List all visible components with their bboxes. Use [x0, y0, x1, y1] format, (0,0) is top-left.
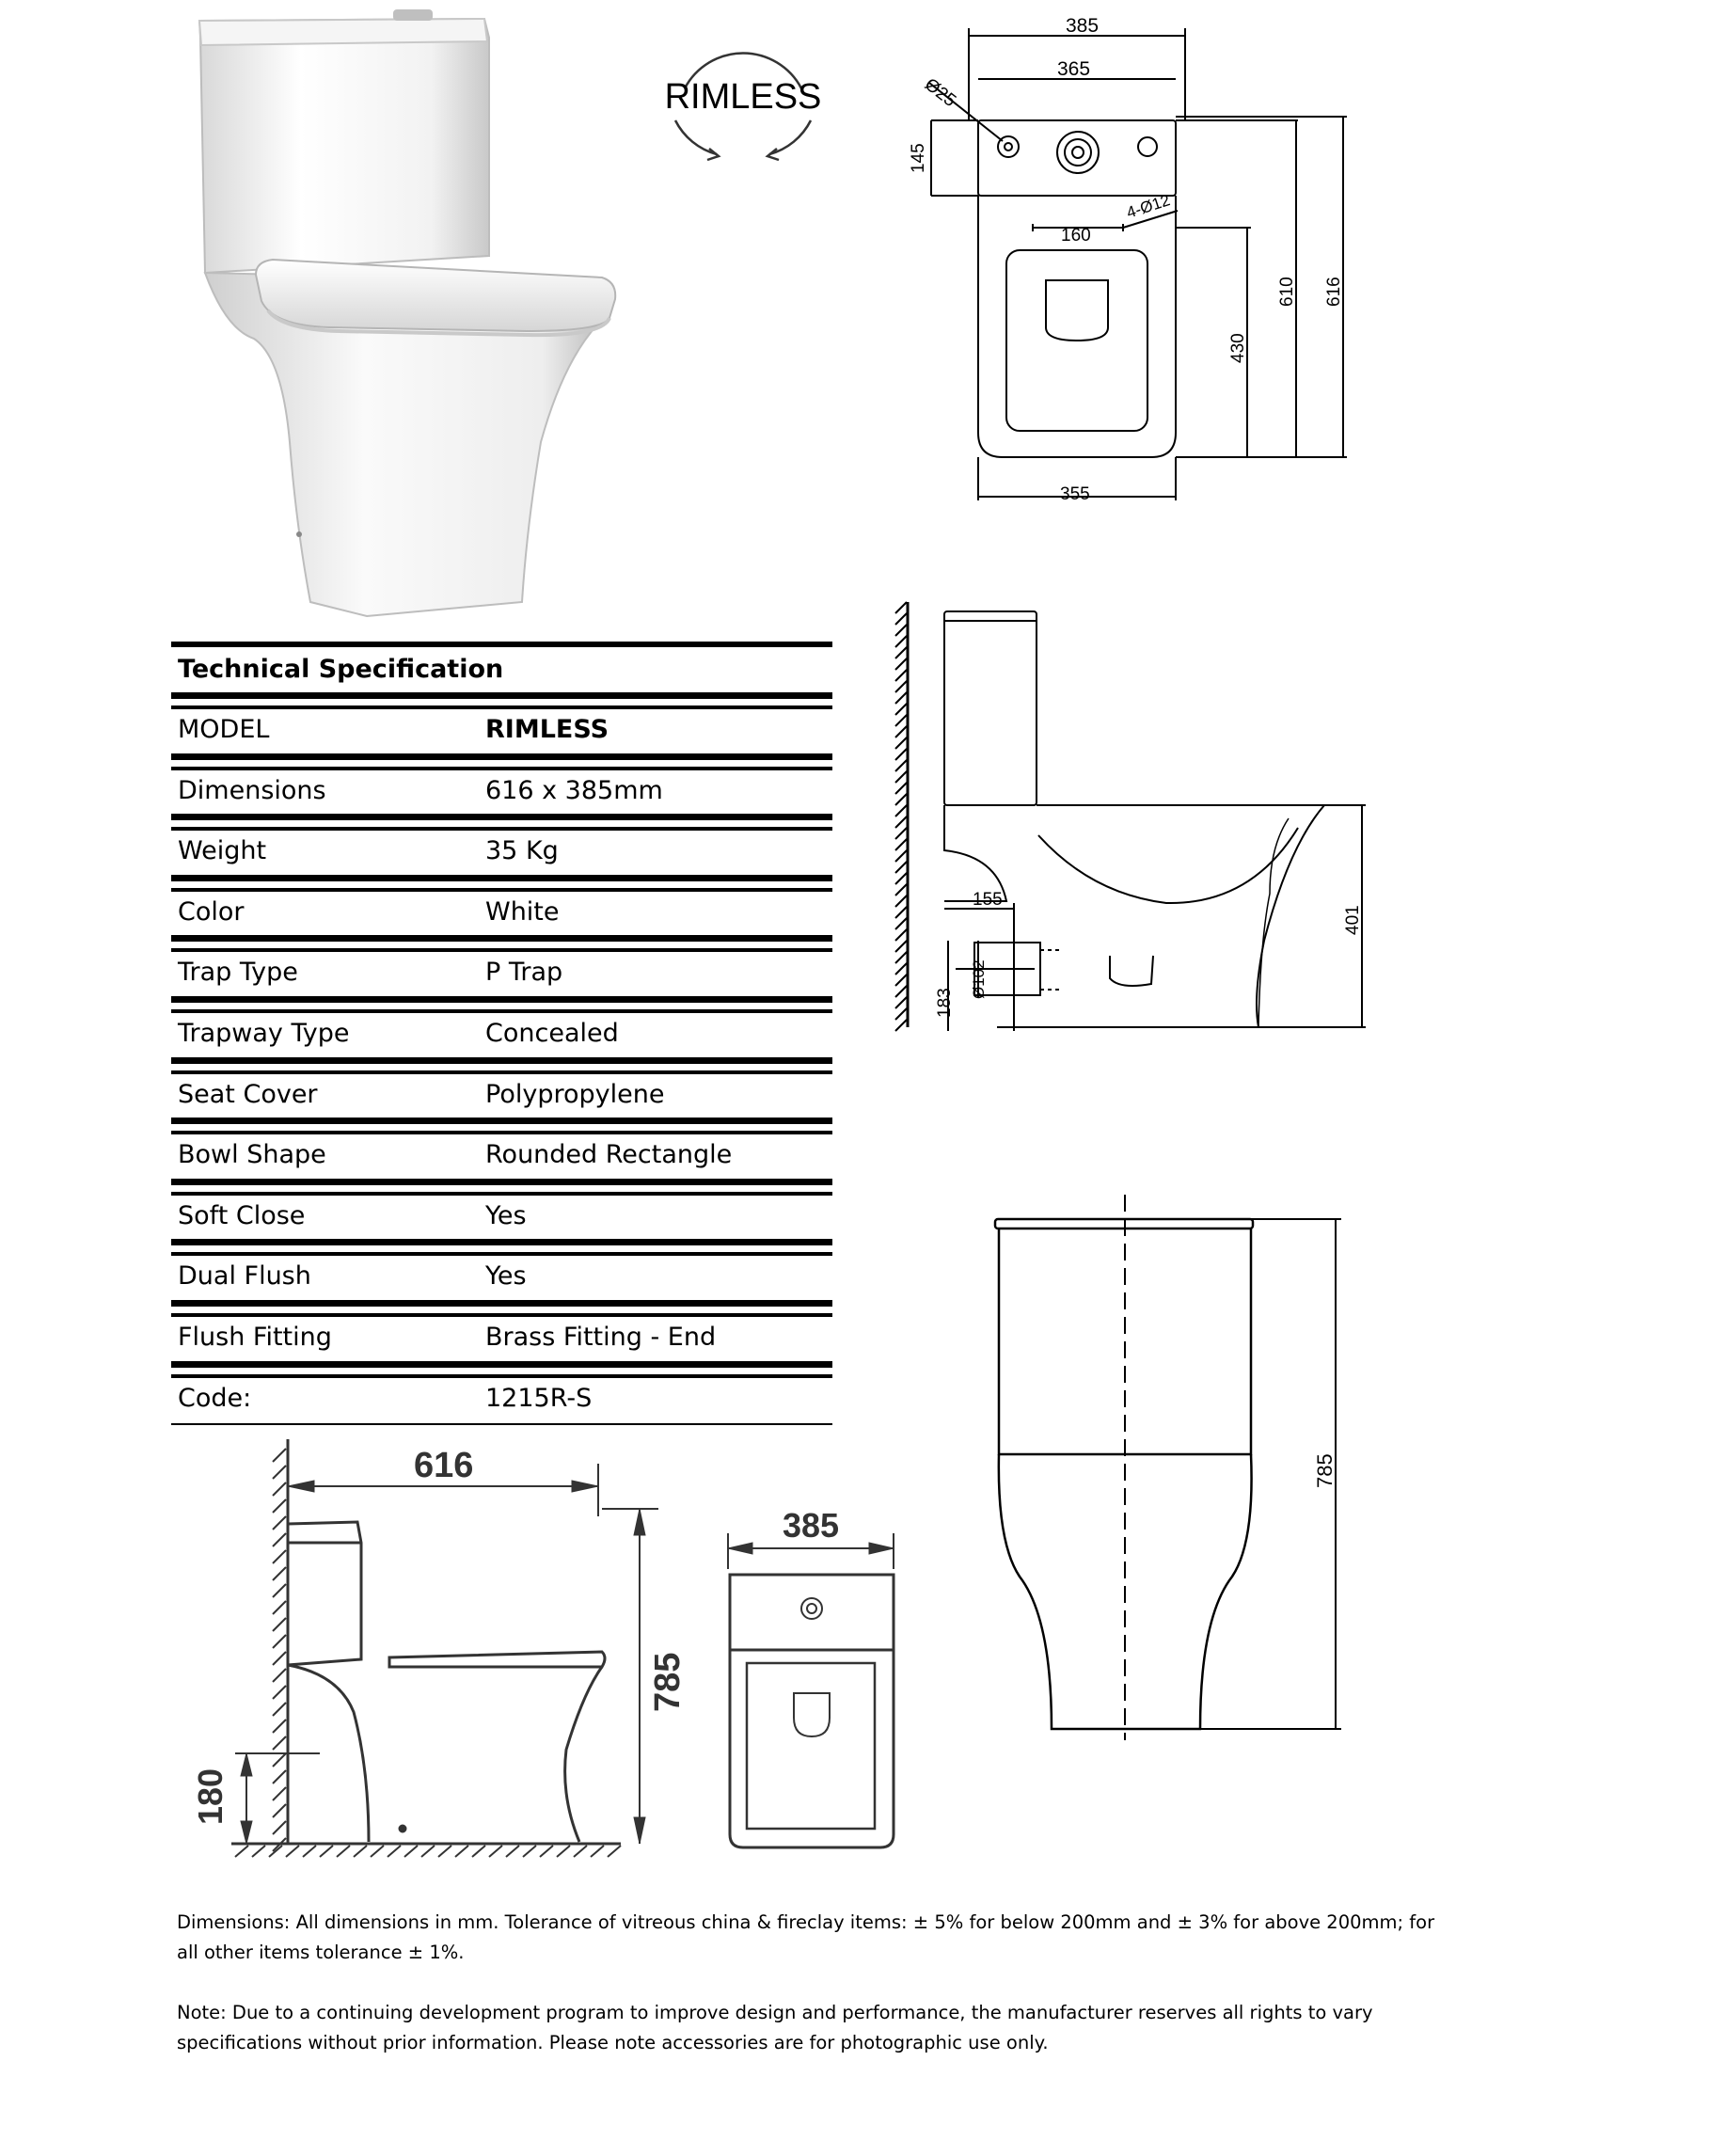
spec-table-title: Technical Specification: [178, 655, 504, 684]
dim-385: 385: [1066, 15, 1100, 37]
spec-label: Color: [178, 896, 245, 927]
dim-d25: Ø25: [920, 74, 960, 112]
spec-label: Trapway Type: [178, 1018, 350, 1048]
dim-4d12: 4-Ø12: [1124, 191, 1173, 222]
spec-value: 1215R-S: [485, 1383, 593, 1413]
spec-label: Code:: [178, 1383, 252, 1413]
dim-355: 355: [1060, 484, 1090, 504]
spec-label: Dual Flush: [178, 1261, 311, 1292]
spec-value: Concealed: [485, 1018, 619, 1048]
spec-value: Rounded Rectangle: [485, 1140, 733, 1170]
badge-text: RIMLESS: [664, 77, 822, 117]
spec-value: Brass Fitting - End: [485, 1322, 717, 1352]
dim-d102: Ø102: [970, 959, 988, 999]
spec-value: P Trap: [485, 958, 563, 988]
spec-label: Seat Cover: [178, 1079, 318, 1109]
dim-785-side: 785: [648, 1652, 688, 1712]
development-note: Note: Due to a continuing development program to improve design and performance, the manufacturer reserves all rights to vary specifications without prior information. Please note accessories are for photographic use only.: [177, 2002, 1373, 2053]
dim-616: 616: [1324, 277, 1344, 307]
dim-385-small: 385: [783, 1506, 840, 1545]
dim-785-front: 785: [1313, 1453, 1337, 1488]
spec-label: Flush Fitting: [178, 1322, 332, 1352]
dim-430: 430: [1228, 333, 1248, 363]
spec-value: 616 x 385mm: [485, 775, 663, 805]
spec-label: Soft Close: [178, 1200, 306, 1230]
spec-value: Polypropylene: [485, 1079, 665, 1109]
spec-value: RIMLESS: [485, 715, 609, 744]
dim-160: 160: [1061, 226, 1091, 246]
dimensions-note: Dimensions: All dimensions in mm. Tolerance of vitreous china & fireclay items: ± 5% for below 200mm and ± 3% for above 200mm; for all other items tolerance ± 1%.: [177, 1911, 1435, 1963]
dim-180-side: 180: [191, 1768, 229, 1825]
dim-365: 365: [1057, 58, 1091, 80]
spec-value: 35 Kg: [485, 836, 559, 866]
dim-183: 183: [935, 988, 955, 1018]
spec-label: Weight: [178, 836, 267, 866]
spec-value: Yes: [485, 1261, 527, 1292]
dim-145: 145: [909, 143, 928, 173]
spec-value: White: [485, 896, 560, 927]
dim-155: 155: [973, 890, 1003, 910]
dim-401: 401: [1343, 905, 1363, 935]
spec-label: Bowl Shape: [178, 1140, 326, 1170]
spec-value: Yes: [485, 1200, 527, 1230]
spec-label: Trap Type: [178, 958, 298, 988]
spec-label: MODEL: [178, 715, 270, 744]
dim-616-side: 616: [414, 1446, 474, 1485]
dim-610: 610: [1277, 277, 1297, 307]
spec-label: Dimensions: [178, 775, 326, 805]
